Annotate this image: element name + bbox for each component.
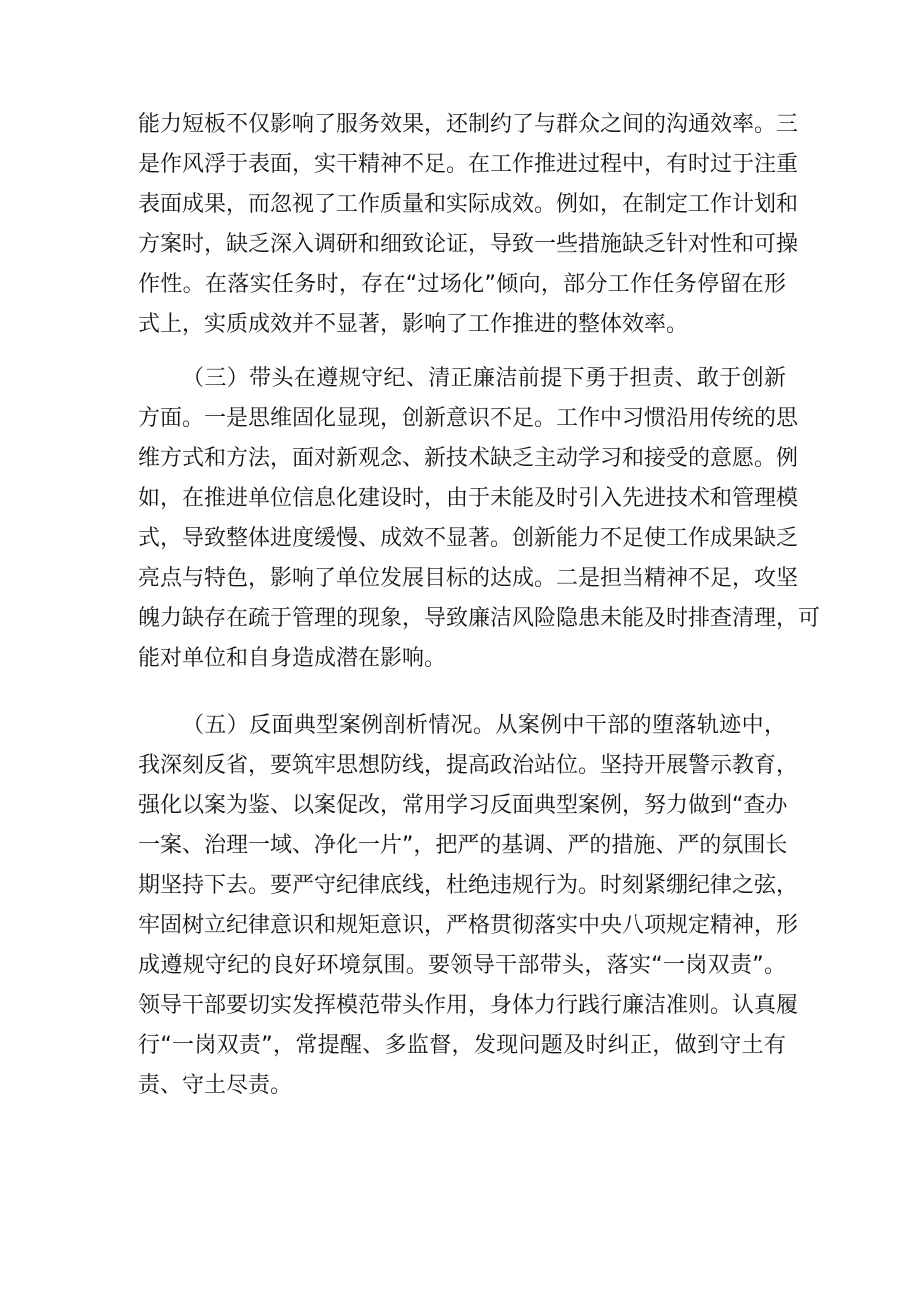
paragraph-line: 责、守土尽责。 [138,1073,293,1098]
paragraph-line: 牢固树立纪律意识和规矩意识，严格贯彻落实中央八项规定精神，形 [138,913,799,938]
paragraph-line: 一案、治理一域、净化一片”，把严的基调、严的措施、严的氛围长 [138,833,788,858]
paragraph-line: 式，导致整体进度缓慢、成效不显著。创新能力不足使工作成果缺乏 [138,526,799,551]
paragraph-line: 方案时，缺乏深入调研和细致论证，导致一些措施缺乏针对性和可操 [138,232,799,257]
paragraph-line: 能对单位和自身造成潜在影响。 [138,646,447,671]
paragraph-section-5 [138,706,799,1106]
paragraph-line: 作性。在落实任务时，存在“过场化”倾向，部分工作任务停留在形 [138,272,786,297]
paragraph-line: 魄力缺存在疏于管理的现象，导致廉洁风险隐患未能及时排查清理，可 [138,606,821,631]
paragraph-line: 强化以案为鉴、以案促改，常用学习反面典型案例，努力做到“查办 [138,793,788,818]
paragraph-line: 我深刻反省，要筑牢思想防线，提高政治站位。坚持开展警示教育， [138,753,799,778]
paragraph-line: 领导干部要切实发挥模范带头作用，身体力行践行廉洁准则。认真履 [138,993,799,1018]
paragraph-line: 期坚持下去。要严守纪律底线，杜绝违规行为。时刻紧绷纪律之弦， [138,873,799,898]
paragraph-line: 能力短板不仅影响了服务效果，还制约了与群众之间的沟通效率。三 [138,112,799,137]
paragraph-line: 式上，实质成效并不显著，影响了工作推进的整体效率。 [138,312,689,337]
paragraph-line: 表面成果，而忽视了工作质量和实际成效。例如，在制定工作计划和 [138,192,799,217]
section-heading-line: （五）反面典型案例剖析情况。从案例中干部的堕落轨迹中， [182,713,786,738]
paragraph-line: 方面。一是思维固化显现，创新意识不足。工作中习惯沿用传统的思 [138,406,799,431]
paragraph-section-3 [138,359,821,679]
paragraph-line: 亮点与特色，影响了单位发展目标的达成。二是担当精神不足，攻坚 [138,566,799,591]
section-heading-line: （三）带头在遵规守纪、清正廉洁前提下勇于担责、敢于创新 [182,366,786,391]
paragraph-line: 维方式和方法，面对新观念、新技术缺乏主动学习和接受的意愿。例 [138,446,799,471]
paragraph-line: 成遵规守纪的良好环境氛围。要领导干部带头，落实“一岗双责”。 [138,953,786,978]
paragraph-line: 行“一岗双责”，常提醒、多监督，发现问题及时纠正，做到守土有 [138,1033,786,1058]
paragraph-line: 是作风浮于表面，实干精神不足。在工作推进过程中，有时过于注重 [138,152,799,177]
paragraph-line: 如，在推进单位信息化建设时，由于未能及时引入先进技术和管理模 [138,486,799,511]
paragraph-continued [138,105,799,345]
